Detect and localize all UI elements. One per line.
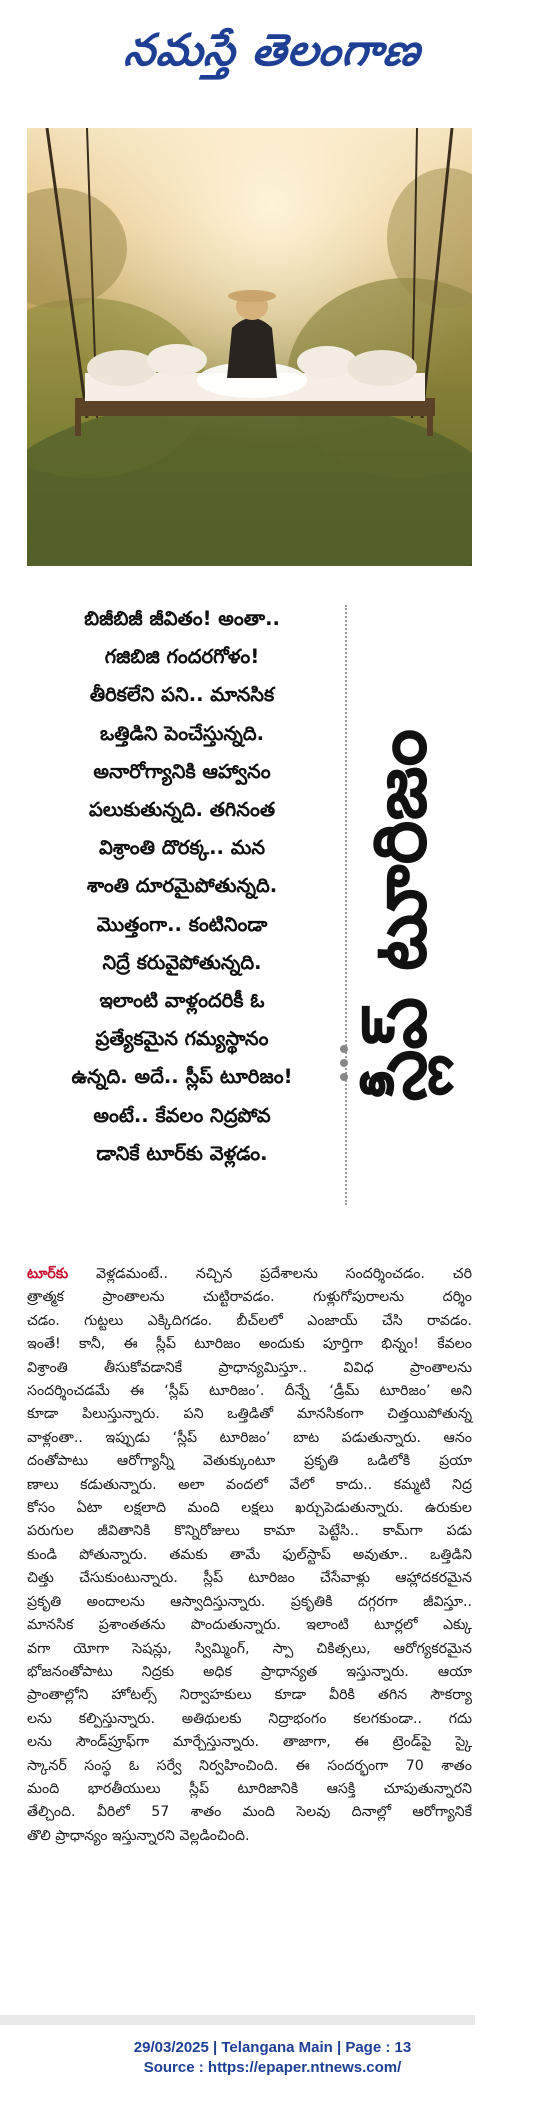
body-line: కూడా పిలుస్తున్నారు. పని ఒత్తిడితో మానసికంగా చిత్తయిపోతున్న <box>27 1406 472 1423</box>
intro-line: అనారోగ్యానికి ఆహ్వానం <box>93 759 271 783</box>
intro-line: నిద్రే కరువైపోతున్నది. <box>102 950 262 974</box>
intro-line: పలుకుతున్నది. తగినంత <box>88 798 275 822</box>
body-line: ప్రాంతాల్లోని హోటల్స్ నిర్వాహకులు కూడా వీరికి తగిన సౌకర్యా <box>27 1687 472 1704</box>
footer-rule <box>0 2015 475 2025</box>
body-line: భోజనంతోపాటు నిద్రకు అధిక ప్రాధాన్యత ఇస్తున్నారు. ఆయా <box>27 1663 472 1680</box>
headline: స్లీప్ టూరిజం <box>357 728 443 1102</box>
body-line: మంది భారతీయులు స్లీప్ టూరిజానికి ఆసక్తి చూపుతున్నారని <box>27 1780 472 1797</box>
intro-line: డానికే టూర్‌కు వెళ్లడం. <box>96 1141 268 1165</box>
headline-vertical <box>330 615 470 1215</box>
body-line: కోసం ఏటా లక్షలాది మంది లక్షలు ఖర్చుపెడుతున్నారు. ఉరుకుల <box>27 1500 472 1517</box>
intro-line: శాంతి దూరమైపోతున్నది. <box>86 874 278 898</box>
body-line: త్రాత్మక ప్రాంతాలను చుట్టిరావడం. గుళ్లుగోపురాలను దర్శిం <box>27 1289 472 1306</box>
body-line: లను కల్పిస్తున్నారు. అతిథులకు నిద్రాభంగం కలగకుండా.. గదు <box>27 1710 472 1727</box>
body-line: మానసిక ప్రశాంతతను పొందుతున్నారు. ఇలాంటి టూర్లలో ఎక్కు <box>27 1617 472 1634</box>
body-line: పరుగుల జీవితానికి కొన్నిరోజులు కామా పెట్టేసి.. కామ్‌గా పడు <box>27 1523 472 1540</box>
body-line: కుండి పోతున్నారు. తమకు తామే ఫుల్‌స్టాప్ అవుతూ.. ఒత్తిడిని <box>27 1546 472 1563</box>
footer-source-link[interactable]: Source : https://epaper.ntnews.com/ <box>143 2059 402 2076</box>
body-line: టూర్‌కు వెళ్లడమంటే.. నచ్చిన ప్రదేశాలను సందర్శించడం. చరి <box>27 1266 472 1282</box>
intro-line: మొత్తంగా.. కంటినిండా <box>96 912 268 936</box>
newspaper-logo: నమస్తే తెలంగాణ <box>122 25 424 76</box>
intro-line: ప్రత్యేకమైన గమ్యస్థానం <box>95 1027 269 1051</box>
intro-line: అంటే.. కేవలం నిద్రపోవ <box>93 1103 271 1127</box>
body-line: తొలి ప్రాధాన్యం ఇస్తున్నారని వెల్లడించింది. <box>27 1827 250 1844</box>
body-line: వాళ్లంతా.. ఇప్పుడు ‘స్లీప్ టూరిజం’ బాట పడుతున్నారు. ఆనం <box>27 1429 472 1446</box>
body-line: లను సౌండ్‌ప్రూఫ్‌గా మార్చేస్తున్నారు. తాజాగా, ఈ ట్రెండ్‌పై స్కై <box>27 1734 472 1751</box>
body-line: ప్రకృతి అందాలను ఆస్వాదిస్తున్నారు. ప్రకృతికి దగ్గరగా జీవిస్తూ.. <box>27 1593 472 1610</box>
body-line: సందర్శించడమే ఈ ‘స్లీప్ టూరిజం’. దీన్నే ‘డ్రీమ్ టూరిజం’ అని <box>27 1383 472 1400</box>
body-line: ఇంతే! కానీ, ఈ స్లీప్ టూరిజం అందుకు పూర్తిగా భిన్నం! కేవలం <box>27 1336 472 1353</box>
intro-paragraph <box>27 600 337 1173</box>
swing-bed-photo-illustration <box>27 128 472 566</box>
article-body <box>27 1263 472 1848</box>
intro-line: తీరికలేని పని.. మానసిక <box>89 683 275 707</box>
body-line: దంతోపాటు ఆరోగ్యాన్నీ వెతుక్కుంటూ ప్రకృతి ఒడిలోకి ప్రయా <box>27 1453 472 1470</box>
intro-line: ఒత్తిడిని పెంచేస్తున్నది. <box>99 721 265 745</box>
masthead <box>0 0 545 112</box>
body-line: చిత్తు చేసుకుంటున్నారు. స్లీప్ టూరిజం చేసేవాళ్లు ఆహ్లాదకరమైన <box>27 1570 472 1587</box>
footer <box>0 2038 545 2078</box>
intro-line: గజిబిజి గందరగోళం! <box>104 645 260 669</box>
lead-word: టూర్‌కు <box>27 1266 69 1282</box>
article-photo <box>27 128 472 566</box>
body-line: తేల్చింది. వీరిలో 57 శాతం మంది సెలవు దినాల్లో ఆరోగ్యానికే <box>27 1804 472 1821</box>
intro-line: విశ్రాంతి దొరక్క.. మన <box>98 836 266 860</box>
intro-line: ఉన్నది. అదే.. స్లీప్ టూరిజం! <box>71 1065 293 1089</box>
intro-line: ఇలాంటి వాళ్లందరికీ ఓ <box>99 989 265 1013</box>
body-line: చడం. గుట్టలు ఎక్కిదిగడం. బీచ్‌లలో ఎంజాయ్ చేసి రావడం. <box>27 1312 472 1329</box>
body-line: స్కానర్ సంస్థ ఓ సర్వే నిర్వహించింది. ఈ సందర్భంగా 70 శాతం <box>27 1757 472 1774</box>
intro-line: బిజీబిజీ జీవితం! అంతా.. <box>84 607 280 630</box>
body-line: విశ్రాంతి తీసుకోవడానికే ప్రాధాన్యమిస్తూ.. వివిధ ప్రాంతాలను <box>27 1359 472 1376</box>
body-line: ణాలు కడుతున్నారు. అలా వందలో వేలో కాదు.. కమ్మటి నిద్ర <box>27 1476 472 1493</box>
footer-dateline: 29/03/2025 | Telangana Main | Page : 13 <box>133 2039 412 2056</box>
body-line: వగా యోగా సెషన్లు, స్విమ్మింగ్, స్పా చికిత్సలు, ఆరోగ్యకరమైన <box>27 1640 472 1657</box>
